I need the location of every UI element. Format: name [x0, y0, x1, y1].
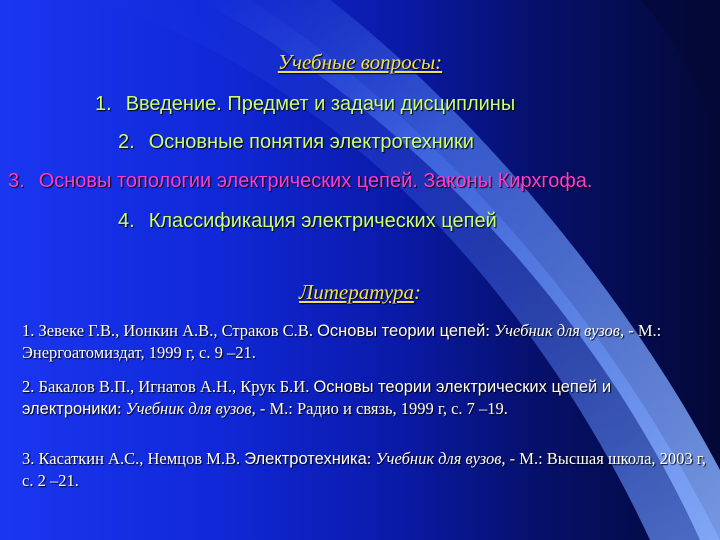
reference-type: Учебник для вузов — [125, 399, 252, 418]
reference-authors: 1. Зевеке Г.В., Ионкин А.В., Страков С.В. — [22, 321, 318, 340]
question-4 — [118, 210, 497, 233]
reference-title: Электротехника — [244, 450, 367, 468]
reference-title: Основы теории цепей — [317, 322, 486, 340]
question-2 — [118, 131, 474, 154]
literature-colon: : — [413, 280, 421, 304]
literature-title: Литература — [299, 280, 414, 304]
question-3 — [8, 170, 592, 193]
question-text: Основные понятия электротехники — [148, 131, 474, 153]
reference-colon: : — [485, 321, 495, 340]
literature-heading — [0, 280, 720, 305]
reference-publisher: , - М.: Высшая школа, 2003 г, с. 2 –21. — [22, 449, 706, 490]
reference-title: Основы теории электрических цепей и электроники — [22, 378, 612, 418]
reference-type: Учебник для вузов — [375, 449, 502, 468]
question-number: 3. — [8, 170, 25, 192]
reference-authors: 3. Касаткин А.С., Немцов М.В. — [22, 449, 245, 468]
reference-publisher: , - М.: Радио и связь, 1999 г, с. 7 –19. — [251, 399, 508, 418]
reference-colon: : — [366, 449, 376, 468]
reference-type: Учебник для вузов — [494, 321, 620, 340]
question-text: Основы топологии электрических цепей. Законы Кирхгофа. — [38, 170, 593, 192]
reference-authors: 2. Бакалов В.П., Игнатов А.Н., Крук Б.И. — [22, 377, 314, 396]
question-number: 2. — [118, 131, 135, 153]
question-text: Введение. Предмет и задачи дисциплины — [125, 93, 516, 115]
question-text: Классификация электрических цепей — [148, 210, 497, 232]
slide-title: Учебные вопросы: — [277, 50, 443, 74]
reference-3 — [22, 448, 712, 491]
reference-1 — [22, 320, 712, 363]
reference-colon: : — [116, 399, 126, 418]
reference-publisher: , - М.: Энергоатомиздат, 1999 г, с. 9 –21. — [22, 321, 662, 362]
question-number: 4. — [118, 210, 135, 232]
question-1 — [95, 93, 515, 116]
question-number: 1. — [95, 93, 112, 115]
reference-2 — [22, 376, 712, 420]
